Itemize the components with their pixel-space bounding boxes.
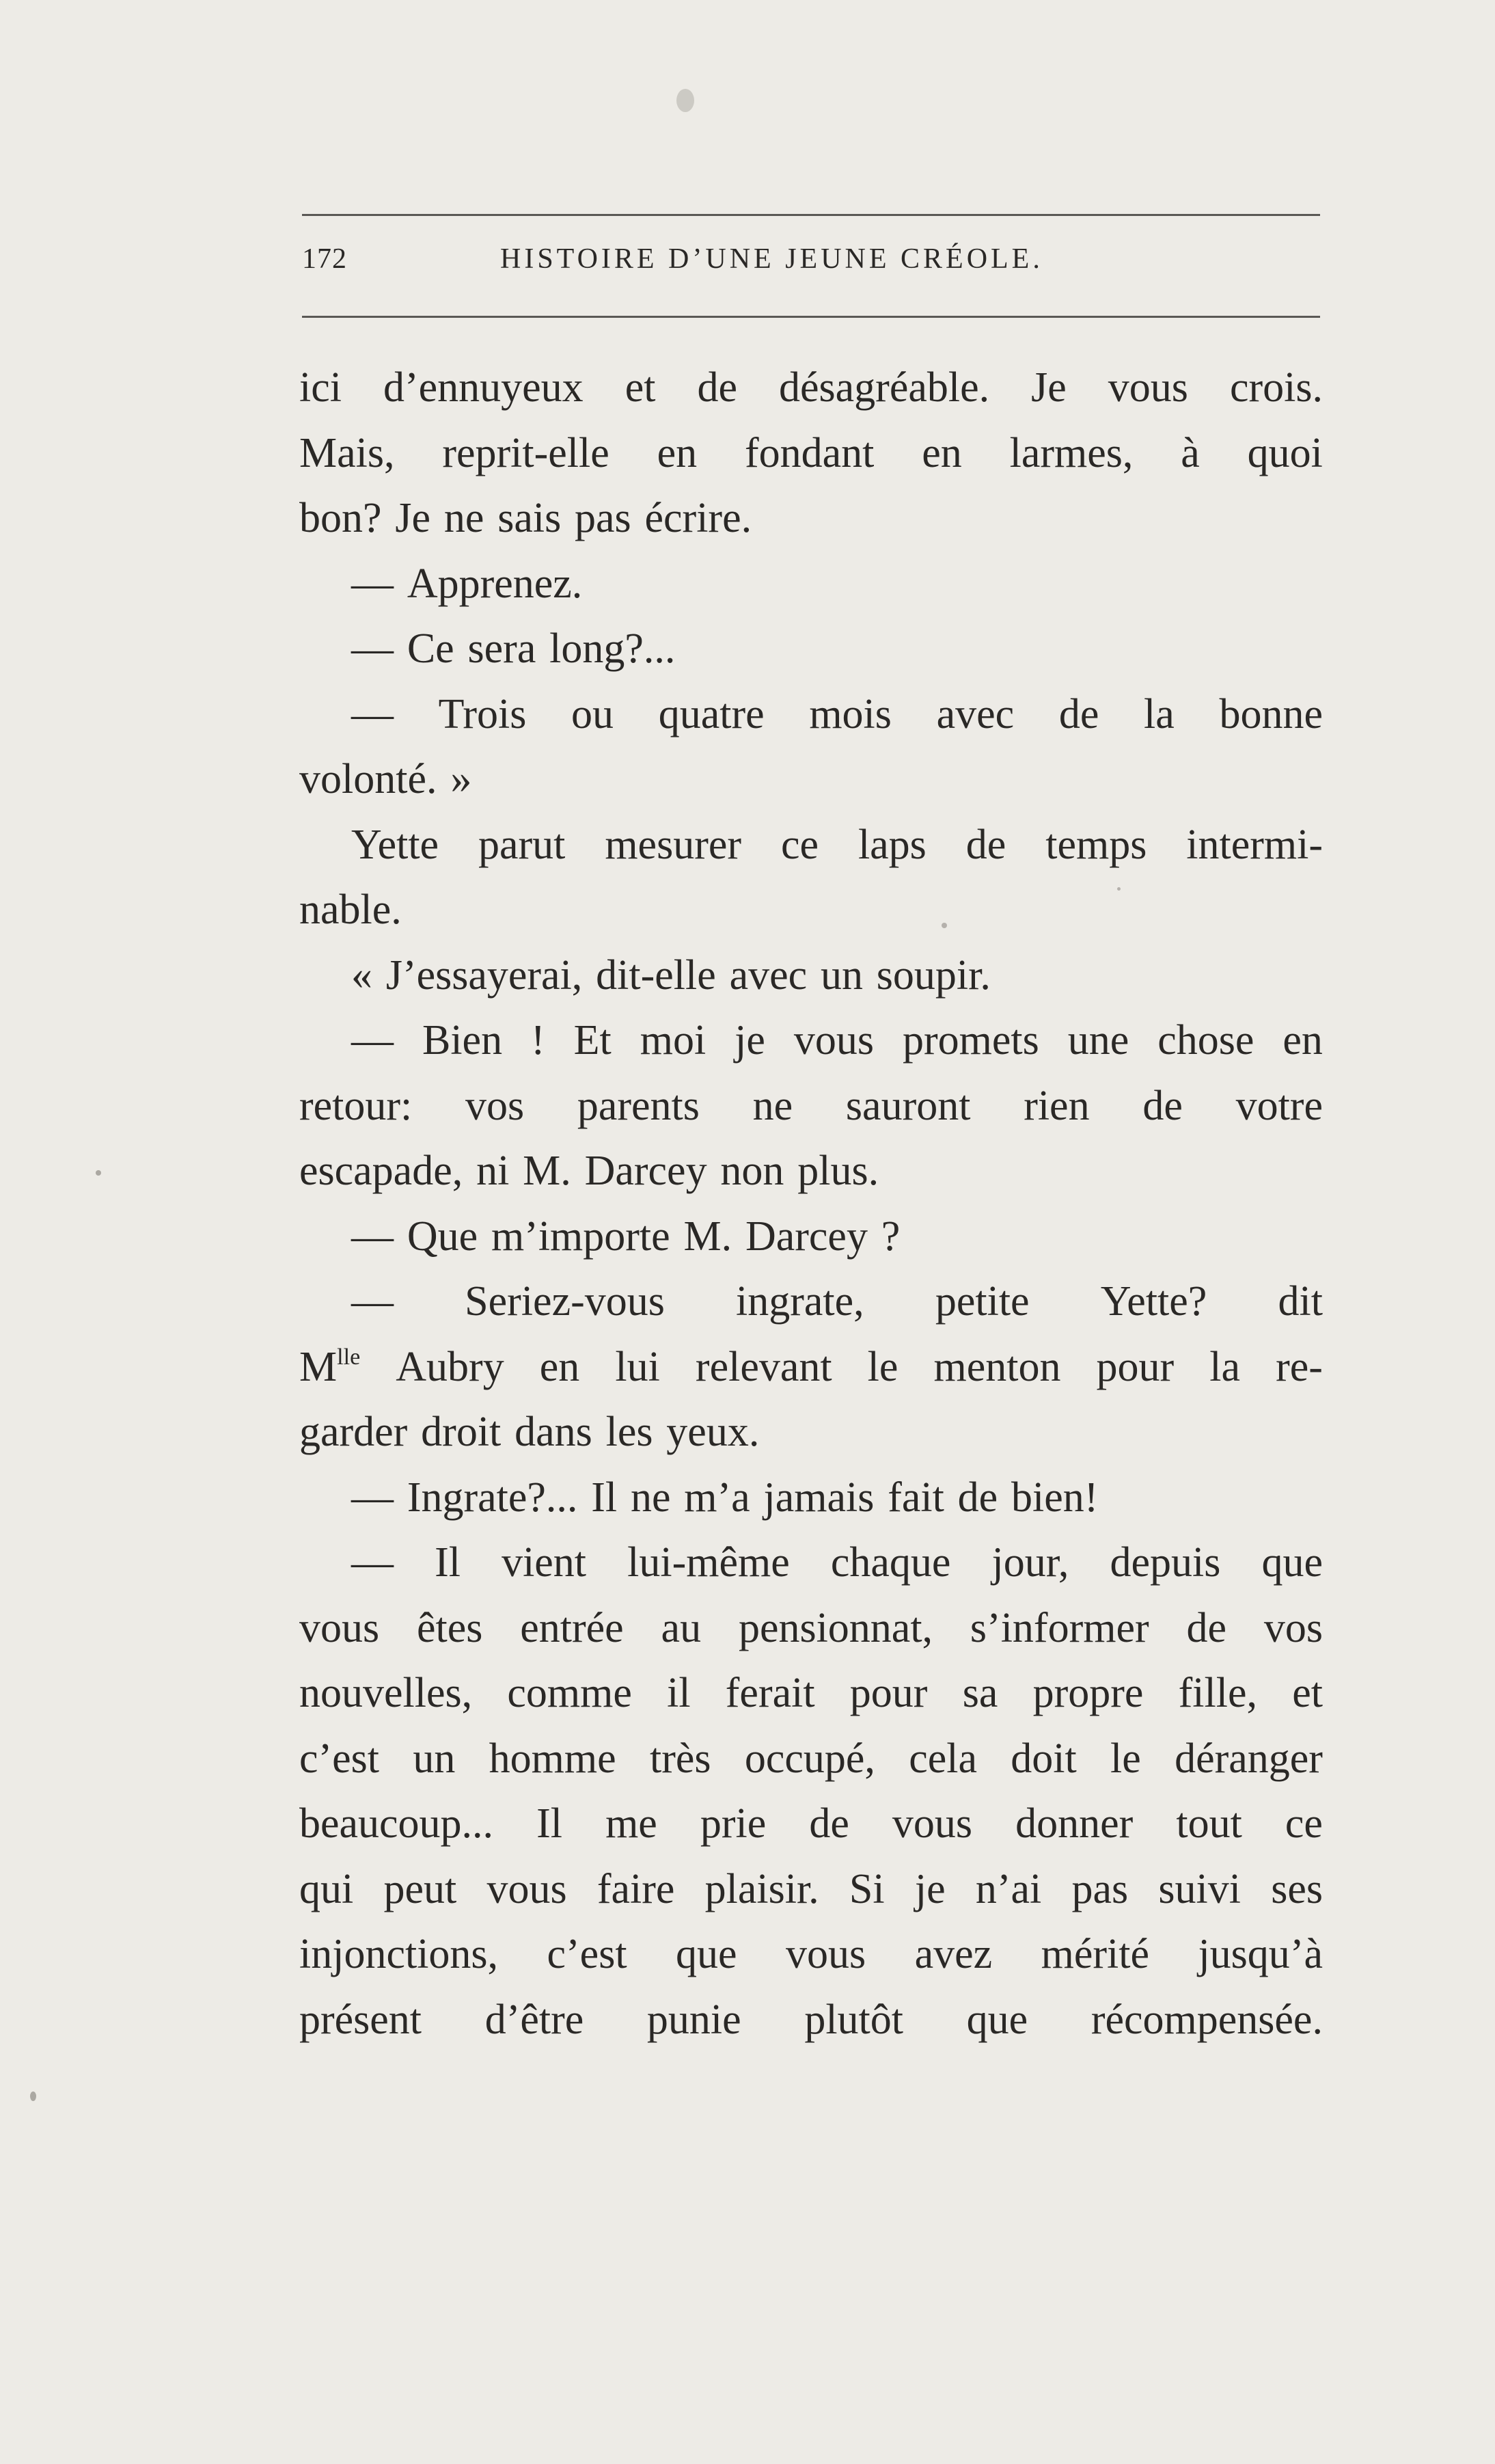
word: récompensée.: [1091, 1996, 1323, 2043]
word: Darcey: [745, 1213, 868, 1260]
word: —: [351, 1474, 394, 1521]
word: Mais,: [299, 429, 395, 476]
word: de: [1058, 690, 1099, 737]
word: écrire.: [644, 495, 752, 541]
word: Seriez-vous: [465, 1278, 665, 1325]
word: non: [720, 1148, 784, 1194]
word: déranger: [1175, 1735, 1323, 1782]
text-line: [299, 1074, 1323, 1139]
word: nouvelles,: [299, 1670, 473, 1716]
word: intermi-: [1186, 821, 1323, 868]
word: me: [605, 1800, 657, 1847]
word: punie: [646, 1996, 741, 2043]
word: lui-même: [627, 1539, 790, 1586]
word: bon?: [299, 495, 382, 541]
word: vous: [1108, 364, 1188, 411]
word: lui: [615, 1343, 660, 1390]
word: Darcey: [584, 1148, 707, 1194]
word: je: [735, 1017, 765, 1064]
word: injonctions,: [299, 1931, 499, 1977]
word: n’ai: [975, 1865, 1042, 1912]
paper-speck: [676, 89, 694, 112]
text-line: [299, 1727, 1323, 1792]
word: la: [1144, 690, 1175, 737]
word: rien: [1024, 1082, 1090, 1129]
word: chaque: [830, 1539, 951, 1586]
word: parents: [577, 1082, 700, 1129]
word: vous: [486, 1865, 567, 1912]
word: prie: [700, 1800, 767, 1847]
word: M.: [523, 1148, 571, 1194]
word: vient: [502, 1539, 587, 1586]
word: Et: [573, 1017, 612, 1064]
word: yeux.: [666, 1409, 760, 1455]
word: jamais: [763, 1474, 875, 1521]
word: ses: [1271, 1865, 1323, 1912]
body-text: [299, 355, 1323, 2053]
word: qui: [299, 1865, 354, 1912]
word: Je: [1031, 364, 1067, 411]
word: long?...: [549, 625, 676, 672]
word: ?: [881, 1213, 901, 1260]
text-line: [299, 1661, 1323, 1727]
text-line: [299, 1922, 1323, 1988]
word: à: [1181, 429, 1200, 476]
word: Ce: [407, 625, 454, 672]
word: tout: [1176, 1800, 1242, 1847]
word: menton: [933, 1343, 1061, 1390]
word: ne: [752, 1082, 793, 1129]
word: doit: [1011, 1735, 1077, 1782]
word: ferait: [725, 1670, 815, 1716]
word: beaucoup...: [299, 1800, 494, 1847]
word: promets: [903, 1017, 1039, 1064]
word: Il: [536, 1800, 562, 1847]
word: êtes: [417, 1604, 483, 1651]
word: votre: [1235, 1082, 1323, 1129]
word: avec: [729, 951, 808, 999]
word: plutôt: [804, 1996, 904, 2043]
word: Si: [849, 1865, 885, 1912]
word: —: [351, 690, 394, 737]
word: fille,: [1178, 1670, 1257, 1716]
word: vous: [786, 1931, 866, 1977]
word: ici: [299, 364, 342, 411]
word: —: [351, 1213, 394, 1260]
word: jusqu’à: [1198, 1931, 1323, 1977]
header-top-rule: [302, 214, 1320, 216]
word: que: [1261, 1539, 1323, 1586]
word: plus.: [797, 1148, 879, 1194]
word: «: [351, 951, 372, 999]
word: le: [1110, 1735, 1141, 1782]
word: vous: [793, 1017, 875, 1064]
text-line: [299, 878, 1323, 943]
text-line: [299, 682, 1323, 748]
word: suivi: [1158, 1865, 1241, 1912]
word: —: [351, 1017, 394, 1064]
word: d’ennuyeux: [383, 364, 584, 411]
page-number: 172: [302, 243, 347, 275]
word: droit: [421, 1409, 502, 1455]
word: !: [531, 1017, 545, 1064]
word: que: [676, 1931, 737, 1977]
text-line: [299, 1400, 1323, 1465]
word: Il: [591, 1474, 618, 1521]
word: sera: [467, 625, 536, 672]
word: avec: [936, 690, 1015, 737]
text-line: [299, 1204, 1323, 1270]
word: c’est: [299, 1735, 380, 1782]
word: chose: [1157, 1017, 1254, 1064]
word: petite: [935, 1278, 1030, 1325]
word: m’a: [684, 1474, 750, 1521]
word: mois: [809, 690, 892, 737]
word: au: [661, 1604, 702, 1651]
word: une: [1067, 1017, 1129, 1064]
word: moi: [640, 1017, 707, 1064]
word: de: [809, 1800, 849, 1847]
text-line: [299, 1008, 1323, 1074]
word: et: [1292, 1670, 1323, 1716]
text-line: [299, 1988, 1323, 2053]
text-line: [299, 1596, 1323, 1662]
word: en: [539, 1343, 580, 1390]
word: de: [697, 364, 737, 411]
word: laps: [858, 821, 927, 868]
text-line: [299, 1857, 1323, 1923]
word: et: [625, 364, 656, 411]
word: plaisir.: [704, 1865, 819, 1912]
word: pour: [849, 1670, 928, 1716]
text-line: [299, 943, 1323, 1009]
word: larmes,: [1009, 429, 1134, 476]
header-bottom-rule: [302, 316, 1320, 318]
word: pas: [1071, 1865, 1129, 1912]
word: Trois: [438, 690, 527, 737]
text-line: [299, 813, 1323, 878]
word: vos: [465, 1082, 525, 1129]
word: Yette?: [1100, 1278, 1207, 1325]
word: pas: [575, 495, 631, 541]
word: peut: [383, 1865, 457, 1912]
word: sa: [962, 1670, 998, 1716]
word: un: [413, 1735, 456, 1782]
word: crois.: [1229, 364, 1323, 411]
text-line: [299, 355, 1323, 421]
word: présent: [299, 1996, 422, 2043]
text-line: [299, 617, 1323, 682]
paper-speck: [942, 923, 947, 928]
word: comme: [507, 1670, 632, 1716]
word: propre: [1032, 1670, 1144, 1716]
word: sais: [497, 495, 562, 541]
text-line: [299, 747, 1323, 813]
word: désagréable.: [779, 364, 990, 411]
text-line: [299, 1791, 1323, 1857]
paper-speck: [30, 2091, 36, 2101]
word: mérité: [1041, 1931, 1149, 1977]
word: que: [966, 1996, 1028, 2043]
word: temps: [1045, 821, 1147, 868]
text-line: [299, 1530, 1323, 1596]
word: Ingrate?...: [407, 1474, 578, 1521]
word: entrée: [520, 1604, 624, 1651]
word: en: [1283, 1017, 1323, 1064]
word: de: [1186, 1604, 1226, 1651]
word: cela: [909, 1735, 977, 1782]
word: —: [351, 1539, 394, 1586]
word: soupir.: [876, 951, 991, 999]
word: ce: [1285, 1800, 1323, 1847]
word: dit-elle: [596, 951, 716, 999]
word: un: [820, 951, 863, 999]
word: —: [351, 560, 394, 607]
word: Yette: [351, 821, 439, 868]
word: M.: [683, 1213, 732, 1260]
word: les: [605, 1409, 653, 1455]
word: vous: [892, 1800, 973, 1847]
text-line: [299, 1269, 1323, 1335]
word: relevant: [695, 1343, 832, 1390]
word: occupé,: [744, 1735, 875, 1782]
word: sauront: [845, 1082, 971, 1129]
word: de: [1142, 1082, 1183, 1129]
word: dit: [1278, 1278, 1323, 1325]
word: garder: [299, 1409, 408, 1455]
word: la: [1209, 1343, 1241, 1390]
word: de: [957, 1474, 998, 1521]
word: $M^{lle}$: [299, 1343, 361, 1390]
word: re-: [1276, 1343, 1323, 1390]
word: ce: [780, 821, 819, 868]
word: —: [351, 625, 394, 672]
word: ne: [443, 495, 484, 541]
word: jour,: [991, 1539, 1069, 1586]
running-header: [302, 243, 1320, 297]
word: homme: [489, 1735, 616, 1782]
word: vous: [299, 1604, 380, 1651]
word: ou: [571, 690, 614, 737]
word: vos: [1263, 1604, 1323, 1651]
word: Il: [435, 1539, 461, 1586]
word: escapade,: [299, 1148, 463, 1194]
word: volonté.: [299, 756, 437, 802]
word: très: [649, 1735, 711, 1782]
word: fondant: [745, 429, 875, 476]
running-title: HISTOIRE D’UNE JEUNE CRÉOLE.: [500, 243, 1043, 275]
word: en: [922, 429, 962, 476]
word: donner: [1015, 1800, 1134, 1847]
word: faire: [596, 1865, 675, 1912]
word: J’essayerai,: [385, 951, 583, 999]
word: mesurer: [605, 821, 742, 868]
word: en: [657, 429, 698, 476]
word: le: [867, 1343, 899, 1390]
word: retour:: [299, 1082, 413, 1129]
word: avez: [914, 1931, 993, 1977]
word: Que: [407, 1213, 478, 1260]
word: ingrate,: [736, 1278, 864, 1325]
word: quatre: [658, 690, 765, 737]
word: —: [351, 1278, 394, 1325]
text-line: [299, 486, 1323, 552]
word: c’est: [547, 1931, 627, 1977]
word: Aubry: [396, 1343, 504, 1390]
word: Je: [395, 495, 431, 541]
word: fait: [888, 1474, 944, 1521]
text-line: [299, 1139, 1323, 1204]
word: bien!: [1011, 1474, 1099, 1521]
word: il: [667, 1670, 691, 1716]
word: »: [450, 756, 472, 802]
word: quoi: [1247, 429, 1323, 476]
text-line: [299, 421, 1323, 487]
paper-speck: [96, 1170, 101, 1176]
word: pour: [1096, 1343, 1175, 1390]
word: reprit-elle: [442, 429, 609, 476]
word: dans: [515, 1409, 592, 1455]
text-line: [299, 1335, 1323, 1400]
word: m’importe: [491, 1213, 670, 1260]
word: pensionnat,: [738, 1604, 933, 1651]
paper-speck: [1117, 887, 1121, 891]
word: depuis: [1110, 1539, 1221, 1586]
text-line: [299, 552, 1323, 617]
word: de: [965, 821, 1006, 868]
superscript-mlle: lle: [337, 1344, 361, 1370]
word: bonne: [1219, 690, 1323, 737]
word: ni: [476, 1148, 510, 1194]
word: ne: [630, 1474, 671, 1521]
text-line: [299, 1465, 1323, 1531]
word: nable.: [299, 886, 402, 933]
word: Apprenez.: [407, 560, 583, 607]
word: d’être: [484, 1996, 584, 2043]
word: s’informer: [970, 1604, 1149, 1651]
word: je: [914, 1865, 946, 1912]
word: parut: [478, 821, 566, 868]
word: Bien: [422, 1017, 503, 1064]
